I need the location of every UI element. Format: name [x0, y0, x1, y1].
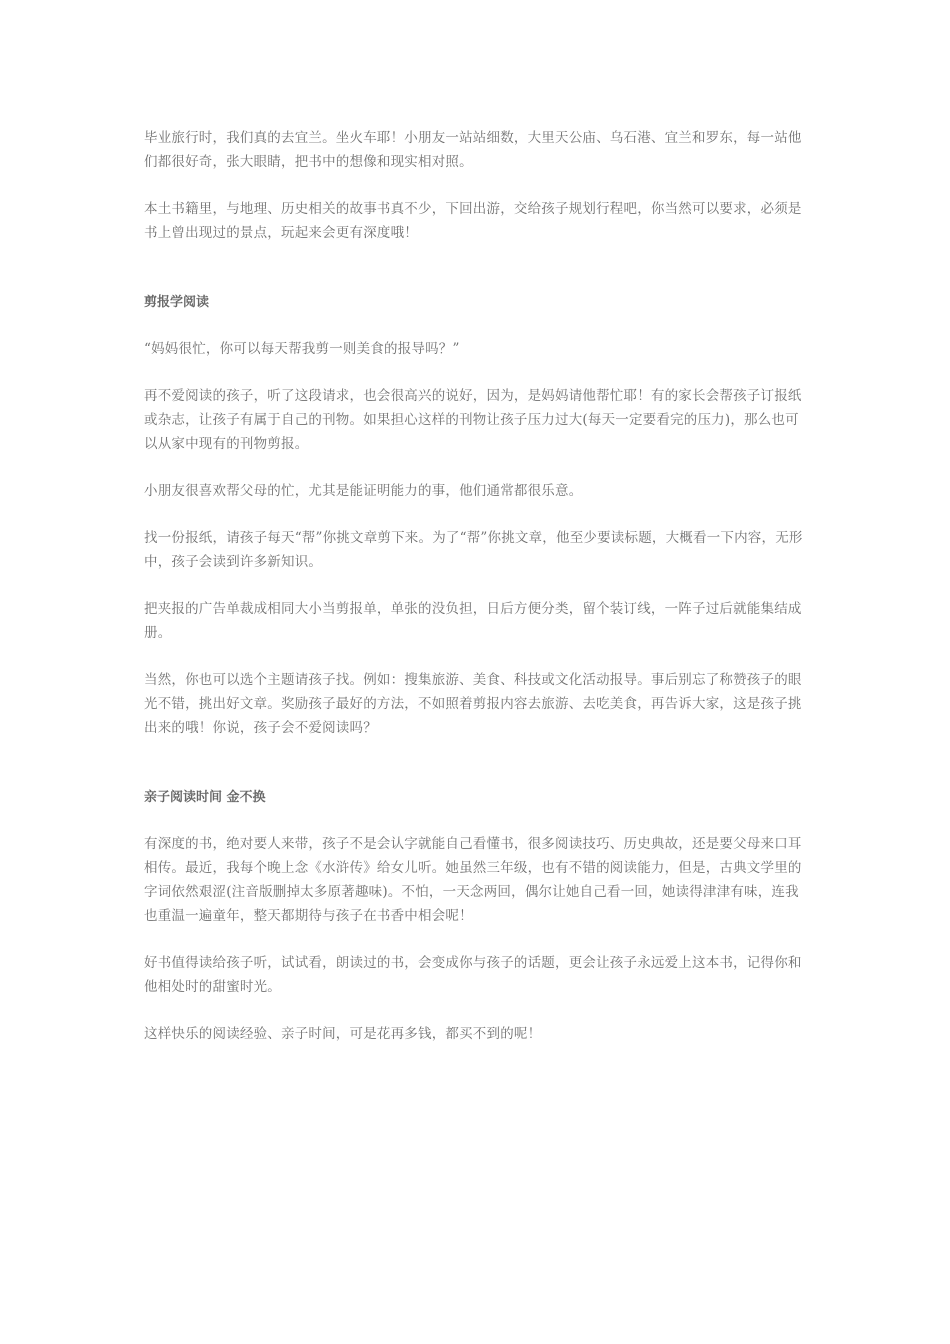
paragraph: 把夹报的广告单裁成相同大小当剪报单，单张的没负担，日后方便分类，留个装订线，一阵子过后就能集结成册。 [144, 601, 802, 641]
paragraph: 这样快乐的阅读经验、亲子时间，可是花再多钱，都买不到的呢！ [144, 1026, 542, 1042]
section-heading: 剪报学阅读 [144, 295, 210, 310]
section-heading: 亲子阅读时间 金不换 [144, 790, 266, 805]
paragraph: 本土书籍里，与地理、历史相关的故事书真不少，下回出游，交给孩子规划行程吧，你当然可以要求，必须是书上曾出现过的景点，玩起来会更有深度哦！ [144, 201, 802, 241]
paragraph: 再不爱阅读的孩子，听了这段请求，也会很高兴的说好，因为，是妈妈请他帮忙耶！有的家长会帮孩子订报纸或杂志，让孩子有属于自己的刊物。如果担心这样的刊物让孩子压力过大(每天一定要看完的压力)，那么也可以从家中现有的刊物剪报。 [144, 388, 802, 452]
paragraph: 毕业旅行时，我们真的去宜兰。坐火车耶！小朋友一站站细数，大里天公庙、乌石港、宜兰和罗东，每一站他们都很好奇，张大眼睛，把书中的想像和现实相对照。 [144, 130, 802, 170]
paragraph: 好书值得读给孩子听，试试看，朗读过的书，会变成你与孩子的话题，更会让孩子永远爱上这本书，记得你和他相处时的甜蜜时光。 [144, 955, 802, 995]
paragraph: 小朋友很喜欢帮父母的忙，尤其是能证明能力的事，他们通常都很乐意。 [144, 483, 583, 499]
paragraph: 找一份报纸，请孩子每天“帮”你挑文章剪下来。为了“帮”你挑文章，他至少要读标题，大概看一下内容，无形中，孩子会读到许多新知识。 [144, 530, 803, 570]
document-body [144, 126, 808, 1046]
paragraph: 当然，你也可以选个主题请孩子找。例如：搜集旅游、美食、科技或文化活动报导。事后别忘了称赞孩子的眼光不错，挑出好文章。奖励孩子最好的方法，不如照着剪报内容去旅游、去吃美食，再告诉大家，这是孩子挑出来的哦！你说，孩子会不爱阅读吗？ [144, 672, 802, 736]
paragraph: “妈妈很忙，你可以每天帮我剪一则美食的报导吗？” [144, 341, 460, 357]
paragraph: 有深度的书，绝对要人来带，孩子不是会认字就能自己看懂书，很多阅读技巧、历史典故，还是要父母来口耳相传。最近，我每个晚上念《水浒传》给女儿听。她虽然三年级，也有不错的阅读能力，但是，古典文学里的字词依然艰涩(注音版删掉太多原著趣味)。不怕，一天念两回，偶尔让她自己看一回，她读得津津有味，连我也重温一遍童年，整天都期待与孩子在书香中相会呢！ [144, 836, 802, 924]
